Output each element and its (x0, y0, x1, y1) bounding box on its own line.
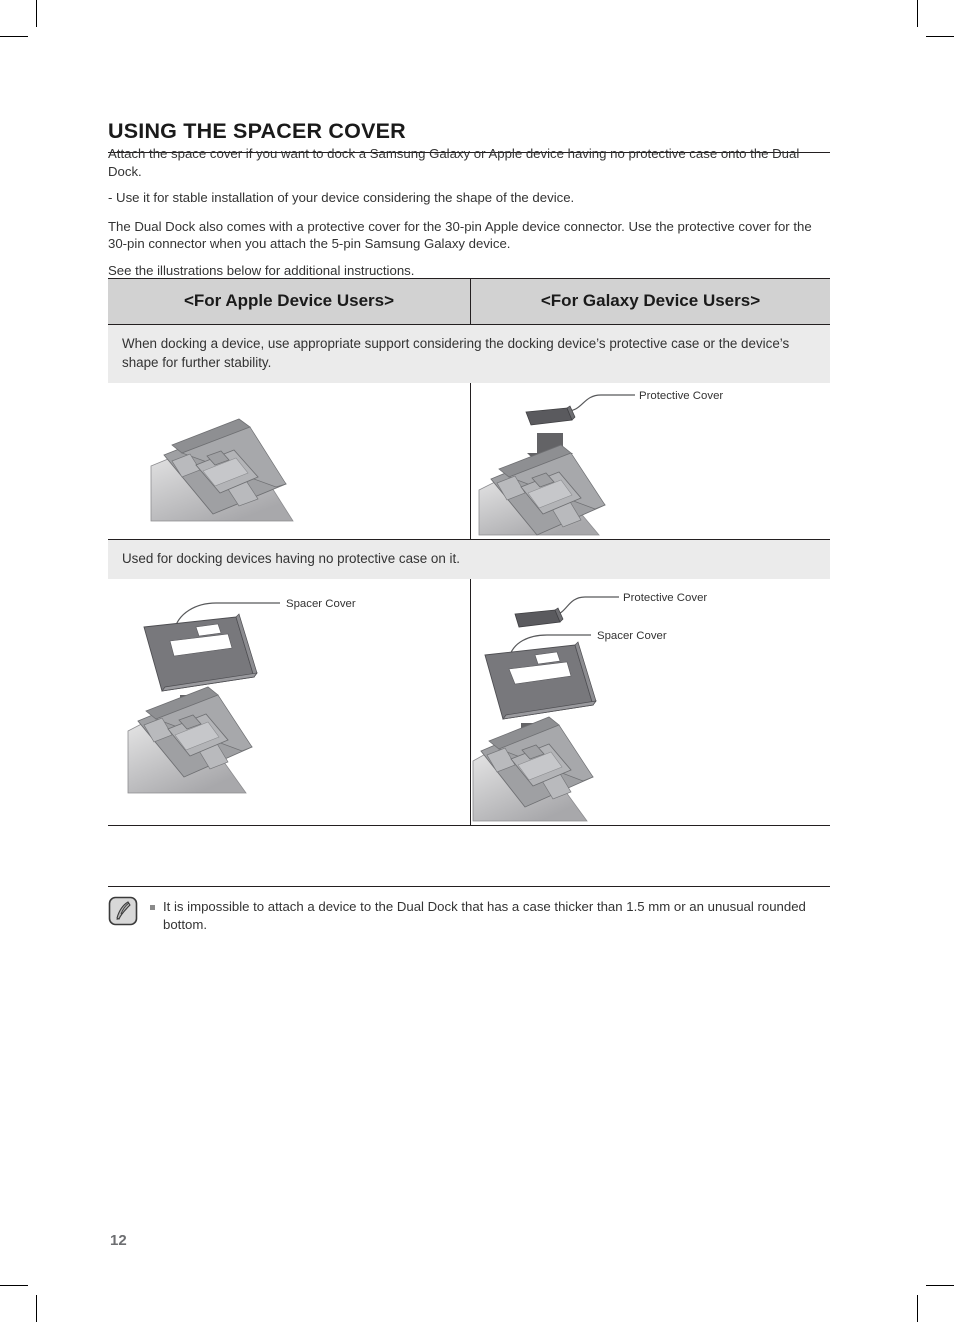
note-text: It is impossible to attach a device to the Dual Dock that has a case thicker than 1.5 mm or an unusual rounded bottom. (163, 899, 806, 932)
crop-mark-top-right-vertical (917, 0, 918, 27)
apple-dock-illustration (108, 383, 471, 539)
intro-paragraph-2: The Dual Dock also comes with a protective cover for the 30-pin Apple device connector. Use the protective cover for the 30-pin connector when you attach the 5-pin Samsung Galaxy device. (108, 218, 812, 251)
comparison-table (108, 278, 830, 826)
intro-text-block (108, 145, 830, 288)
label-spacer-cover: Spacer Cover (286, 598, 356, 610)
galaxy-dock-protective-cover-illustration (471, 383, 830, 539)
label-protective-cover: Protective Cover (639, 390, 724, 402)
crop-mark-bottom-left-vertical (36, 1295, 37, 1322)
label-spacer-cover-2: Spacer Cover (597, 630, 667, 642)
row-2-figures (108, 579, 830, 825)
intro-paragraph-1: Attach the space cover if you want to dock a Samsung Galaxy or Apple device having no protective case onto the Dual Dock. (108, 146, 800, 179)
row-1-figures (108, 383, 830, 540)
note-bullet-icon (150, 905, 155, 910)
row-2-description: Used for docking devices having no protective case on it. (108, 540, 830, 579)
galaxy-spacer-protective-illustration (471, 579, 830, 825)
crop-mark-bottom-left-horizontal (0, 1285, 28, 1286)
table-header-row (108, 279, 830, 325)
protective-cover-part-2 (515, 608, 563, 627)
apple-spacer-cover-illustration (108, 579, 471, 807)
spacer-cover-part (144, 614, 257, 691)
crop-mark-top-right-horizontal (926, 36, 954, 37)
crop-mark-top-left-horizontal (0, 36, 28, 37)
figure-galaxy-both-covers (471, 579, 830, 825)
page-title: USING THE SPACER COVER (108, 119, 830, 153)
crop-mark-bottom-right-horizontal (926, 1285, 954, 1286)
crop-mark-bottom-right-vertical (917, 1295, 918, 1322)
row-1-description: When docking a device, use appropriate support considering the docking device’s protective case or the device’s shape for further stability. (108, 325, 830, 383)
figure-apple-no-cover (108, 383, 471, 539)
note-content (150, 895, 813, 934)
intro-dash-item: - Use it for stable installation of your device considering the shape of the device. (108, 190, 575, 205)
protective-cover-part (526, 406, 575, 425)
column-header-apple: <For Apple Device Users> (108, 279, 471, 324)
note-block (108, 886, 830, 934)
page-number: 12 (110, 1232, 127, 1249)
crop-mark-top-left-vertical (36, 0, 37, 27)
spacer-cover-part-2 (485, 642, 596, 719)
figure-galaxy-protective-cover (471, 383, 830, 539)
intro-paragraph-3: See the illustrations below for additional instructions. (108, 262, 415, 278)
label-protective-cover-2: Protective Cover (623, 592, 708, 604)
column-header-galaxy: <For Galaxy Device Users> (540, 291, 761, 310)
figure-apple-spacer-cover (108, 579, 471, 825)
note-pencil-icon (108, 896, 138, 926)
